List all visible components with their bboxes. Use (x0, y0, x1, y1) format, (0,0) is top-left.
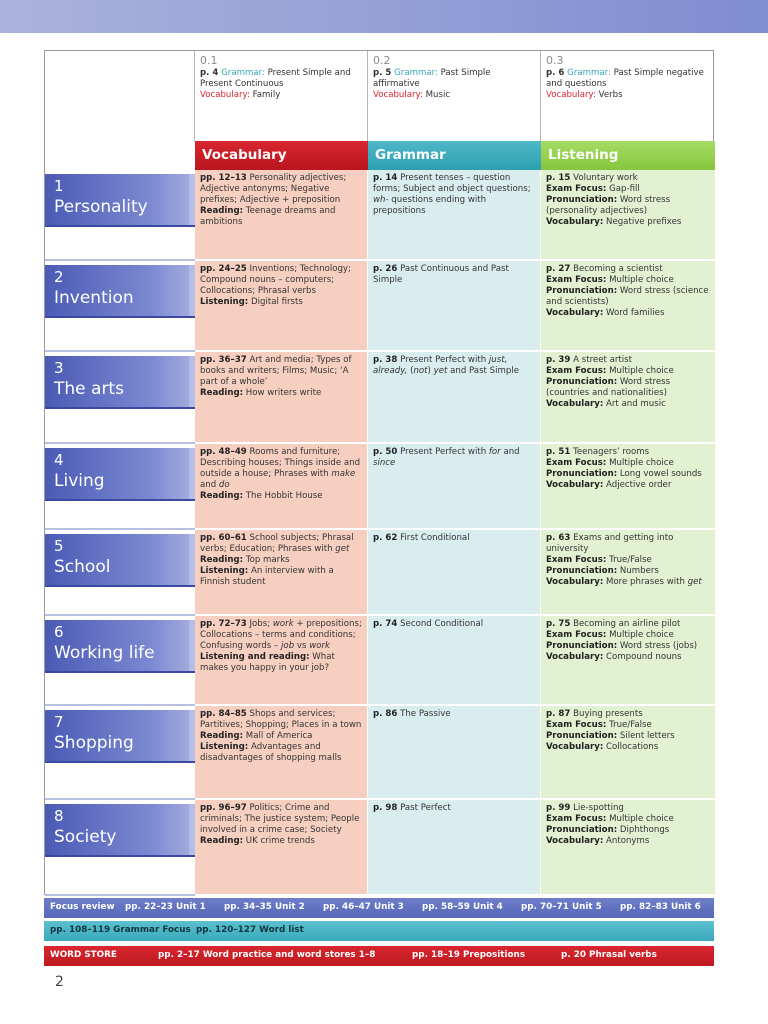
grammar-cell: p. 14 Present tenses – question forms; Subject and object questions; wh- questions ending with prepositions (368, 170, 541, 261)
unit-row (45, 530, 713, 616)
intro-number: 0.3 (546, 54, 564, 67)
intro-vocab-text: Music (425, 90, 451, 100)
listening-cell: p. 15 Voluntary work Exam Focus: Gap-fill Pronunciation: Word stress (personality adjectives) Vocabulary: Negative prefixes (541, 170, 715, 261)
vocabulary-cell: pp. 24–25 Inventions; Technology; Compound nouns – computers; Collocations; Phrasal verbs Listening: Digital firsts (195, 261, 368, 352)
grammar-cell: p. 50 Present Perfect with for and since (368, 444, 541, 530)
focus-review-bar (44, 898, 714, 918)
intro-grammar-text: Present Simple and Present Continuous (200, 68, 351, 89)
unit-number: 6 (54, 623, 64, 641)
unit-row (45, 444, 713, 530)
unit-tab[interactable] (45, 620, 195, 673)
intro-grammar-text: Past Simple negative and questions (546, 68, 704, 89)
listening-cell: p. 87 Buying presents Exam Focus: True/False Pronunciation: Silent letters Vocabulary: Collocations (541, 706, 715, 800)
unit-title: Society (54, 827, 117, 847)
word-store-item[interactable]: pp. 2–17 Word practice and word stores 1–8 (158, 950, 376, 960)
intro-grammar-label: Grammar: (221, 68, 265, 78)
intro-vocab-text: Verbs (598, 90, 623, 100)
vocabulary-cell: pp. 36–37 Art and media; Types of books and writers; Films; Music; ‘A part of a whole’ Reading: How writers write (195, 352, 368, 444)
vocabulary-cell: pp. 84–85 Shops and services; Partitives; Shopping; Places in a town Reading: Mall of America Listening: Advantages and disadvantages of shopping malls (195, 706, 368, 800)
unit-tab[interactable] (45, 265, 195, 318)
unit-row (45, 170, 713, 261)
intro-page: p. 5 (373, 68, 392, 78)
unit-row (45, 261, 713, 352)
listening-cell: p. 63 Exams and getting into university Exam Focus: True/False Pronunciation: Numbers Vocabulary: More phrases with get (541, 530, 715, 616)
intro-row (45, 51, 713, 141)
vocabulary-cell: pp. 12–13 Personality adjectives; Adjective antonyms; Negative prefixes; Adjective + preposition Reading: Teenage dreams and ambitions (195, 170, 368, 261)
listening-header: Listening (541, 141, 715, 170)
intro-vocab-label: Vocabulary: (200, 90, 250, 100)
focus-review-item[interactable]: pp. 82–83 Unit 6 (620, 902, 701, 912)
column-header-row (45, 141, 713, 170)
focus-review-item[interactable]: pp. 70–71 Unit 5 (521, 902, 602, 912)
word-store-item[interactable]: pp. 18–19 Prepositions (412, 950, 526, 960)
unit-number: 4 (54, 451, 64, 469)
unit-tab[interactable] (45, 534, 195, 587)
unit-number: 8 (54, 807, 64, 825)
unit-tab[interactable] (45, 448, 195, 501)
intro-number: 0.2 (373, 54, 391, 67)
intro-blank-cell (45, 51, 195, 141)
intro-number: 0.1 (200, 54, 218, 67)
top-band (0, 0, 768, 33)
intro-vocab-text: Family (252, 90, 281, 100)
unit-number: 2 (54, 268, 64, 286)
grammar-focus-bar (44, 921, 714, 941)
unit-tab[interactable] (45, 804, 195, 857)
listening-cell: p. 39 A street artist Exam Focus: Multiple choice Pronunciation: Word stress (countries and nationalities) Vocabulary: Art and music (541, 352, 715, 444)
vocabulary-cell: pp. 72–73 Jobs; work + prepositions; Collocations – terms and conditions; Confusing words – job vs work Listening and reading: What makes you happy in your job? (195, 616, 368, 706)
word-store-bar (44, 946, 714, 966)
intro-grammar-label: Grammar: (394, 68, 438, 78)
unit-row (45, 706, 713, 800)
unit-title: The arts (54, 379, 124, 399)
unit-number: 5 (54, 537, 64, 555)
unit-tab[interactable] (45, 710, 195, 763)
grammar-cell: p. 98 Past Perfect (368, 800, 541, 896)
vocabulary-header: Vocabulary (195, 141, 368, 170)
unit-title: Living (54, 471, 105, 491)
unit-title: Working life (54, 643, 155, 663)
unit-title: Invention (54, 288, 134, 308)
focus-review-item[interactable]: pp. 34–35 Unit 2 (224, 902, 305, 912)
focus-review-label: Focus review (50, 902, 115, 912)
listening-cell: p. 27 Becoming a scientist Exam Focus: Multiple choice Pronunciation: Word stress (science and scientists) Vocabulary: Word families (541, 261, 715, 352)
intro-page: p. 4 (200, 68, 219, 78)
unit-row (45, 800, 713, 896)
unit-title: Personality (54, 197, 148, 217)
unit-tab[interactable] (45, 356, 195, 409)
focus-review-item[interactable]: pp. 22–23 Unit 1 (125, 902, 206, 912)
grammar-cell: p. 26 Past Continuous and Past Simple (368, 261, 541, 352)
intro-grammar-text: Past Simple affirmative (373, 68, 491, 89)
vocabulary-cell: pp. 60–61 School subjects; Phrasal verbs; Education; Phrases with get Reading: Top marks Listening: An interview with a Finnish student (195, 530, 368, 616)
grammar-header: Grammar (368, 141, 541, 170)
focus-review-item[interactable]: pp. 58–59 Unit 4 (422, 902, 503, 912)
word-list-link[interactable]: pp. 120–127 Word list (196, 925, 304, 935)
listening-cell: p. 75 Becoming an airline pilot Exam Focus: Multiple choice Pronunciation: Word stress (jobs) Vocabulary: Compound nouns (541, 616, 715, 706)
intro-page: p. 6 (546, 68, 565, 78)
page-number: 2 (55, 974, 64, 990)
vocabulary-cell: pp. 48–49 Rooms and furniture; Describing houses; Things inside and outside a house; Phrases with make and do Reading: The Hobbit House (195, 444, 368, 530)
unit-title: Shopping (54, 733, 134, 753)
word-store-item[interactable]: p. 20 Phrasal verbs (561, 950, 657, 960)
grammar-cell: p. 74 Second Conditional (368, 616, 541, 706)
intro-vocab-label: Vocabulary: (546, 90, 596, 100)
grammar-cell: p. 86 The Passive (368, 706, 541, 800)
unit-row (45, 352, 713, 444)
unit-number: 1 (54, 177, 64, 195)
vocabulary-cell: pp. 96–97 Politics; Crime and criminals; The justice system; People involved in a crime case; Society Reading: UK crime trends (195, 800, 368, 896)
intro-cell-0-2 (368, 51, 541, 141)
intro-vocab-label: Vocabulary: (373, 90, 423, 100)
focus-review-item[interactable]: pp. 46–47 Unit 3 (323, 902, 404, 912)
word-store-label: WORD STORE (50, 950, 117, 960)
listening-cell: p. 99 Lie-spotting Exam Focus: Multiple choice Pronunciation: Diphthongs Vocabulary: Antonyms (541, 800, 715, 896)
listening-cell: p. 51 Teenagers’ rooms Exam Focus: Multiple choice Pronunciation: Long vowel sounds Vocabulary: Adjective order (541, 444, 715, 530)
unit-row (45, 616, 713, 706)
intro-grammar-label: Grammar: (567, 68, 611, 78)
unit-number: 3 (54, 359, 64, 377)
grammar-focus-link[interactable]: pp. 108–119 Grammar Focus (50, 925, 191, 935)
contents-table (44, 50, 714, 895)
unit-number: 7 (54, 713, 64, 731)
grammar-cell: p. 62 First Conditional (368, 530, 541, 616)
grammar-cell: p. 38 Present Perfect with just, already, (not) yet and Past Simple (368, 352, 541, 444)
unit-title: School (54, 557, 111, 577)
intro-cell-0-3 (541, 51, 715, 141)
intro-cell-0-1 (195, 51, 368, 141)
unit-tab[interactable] (45, 174, 195, 227)
